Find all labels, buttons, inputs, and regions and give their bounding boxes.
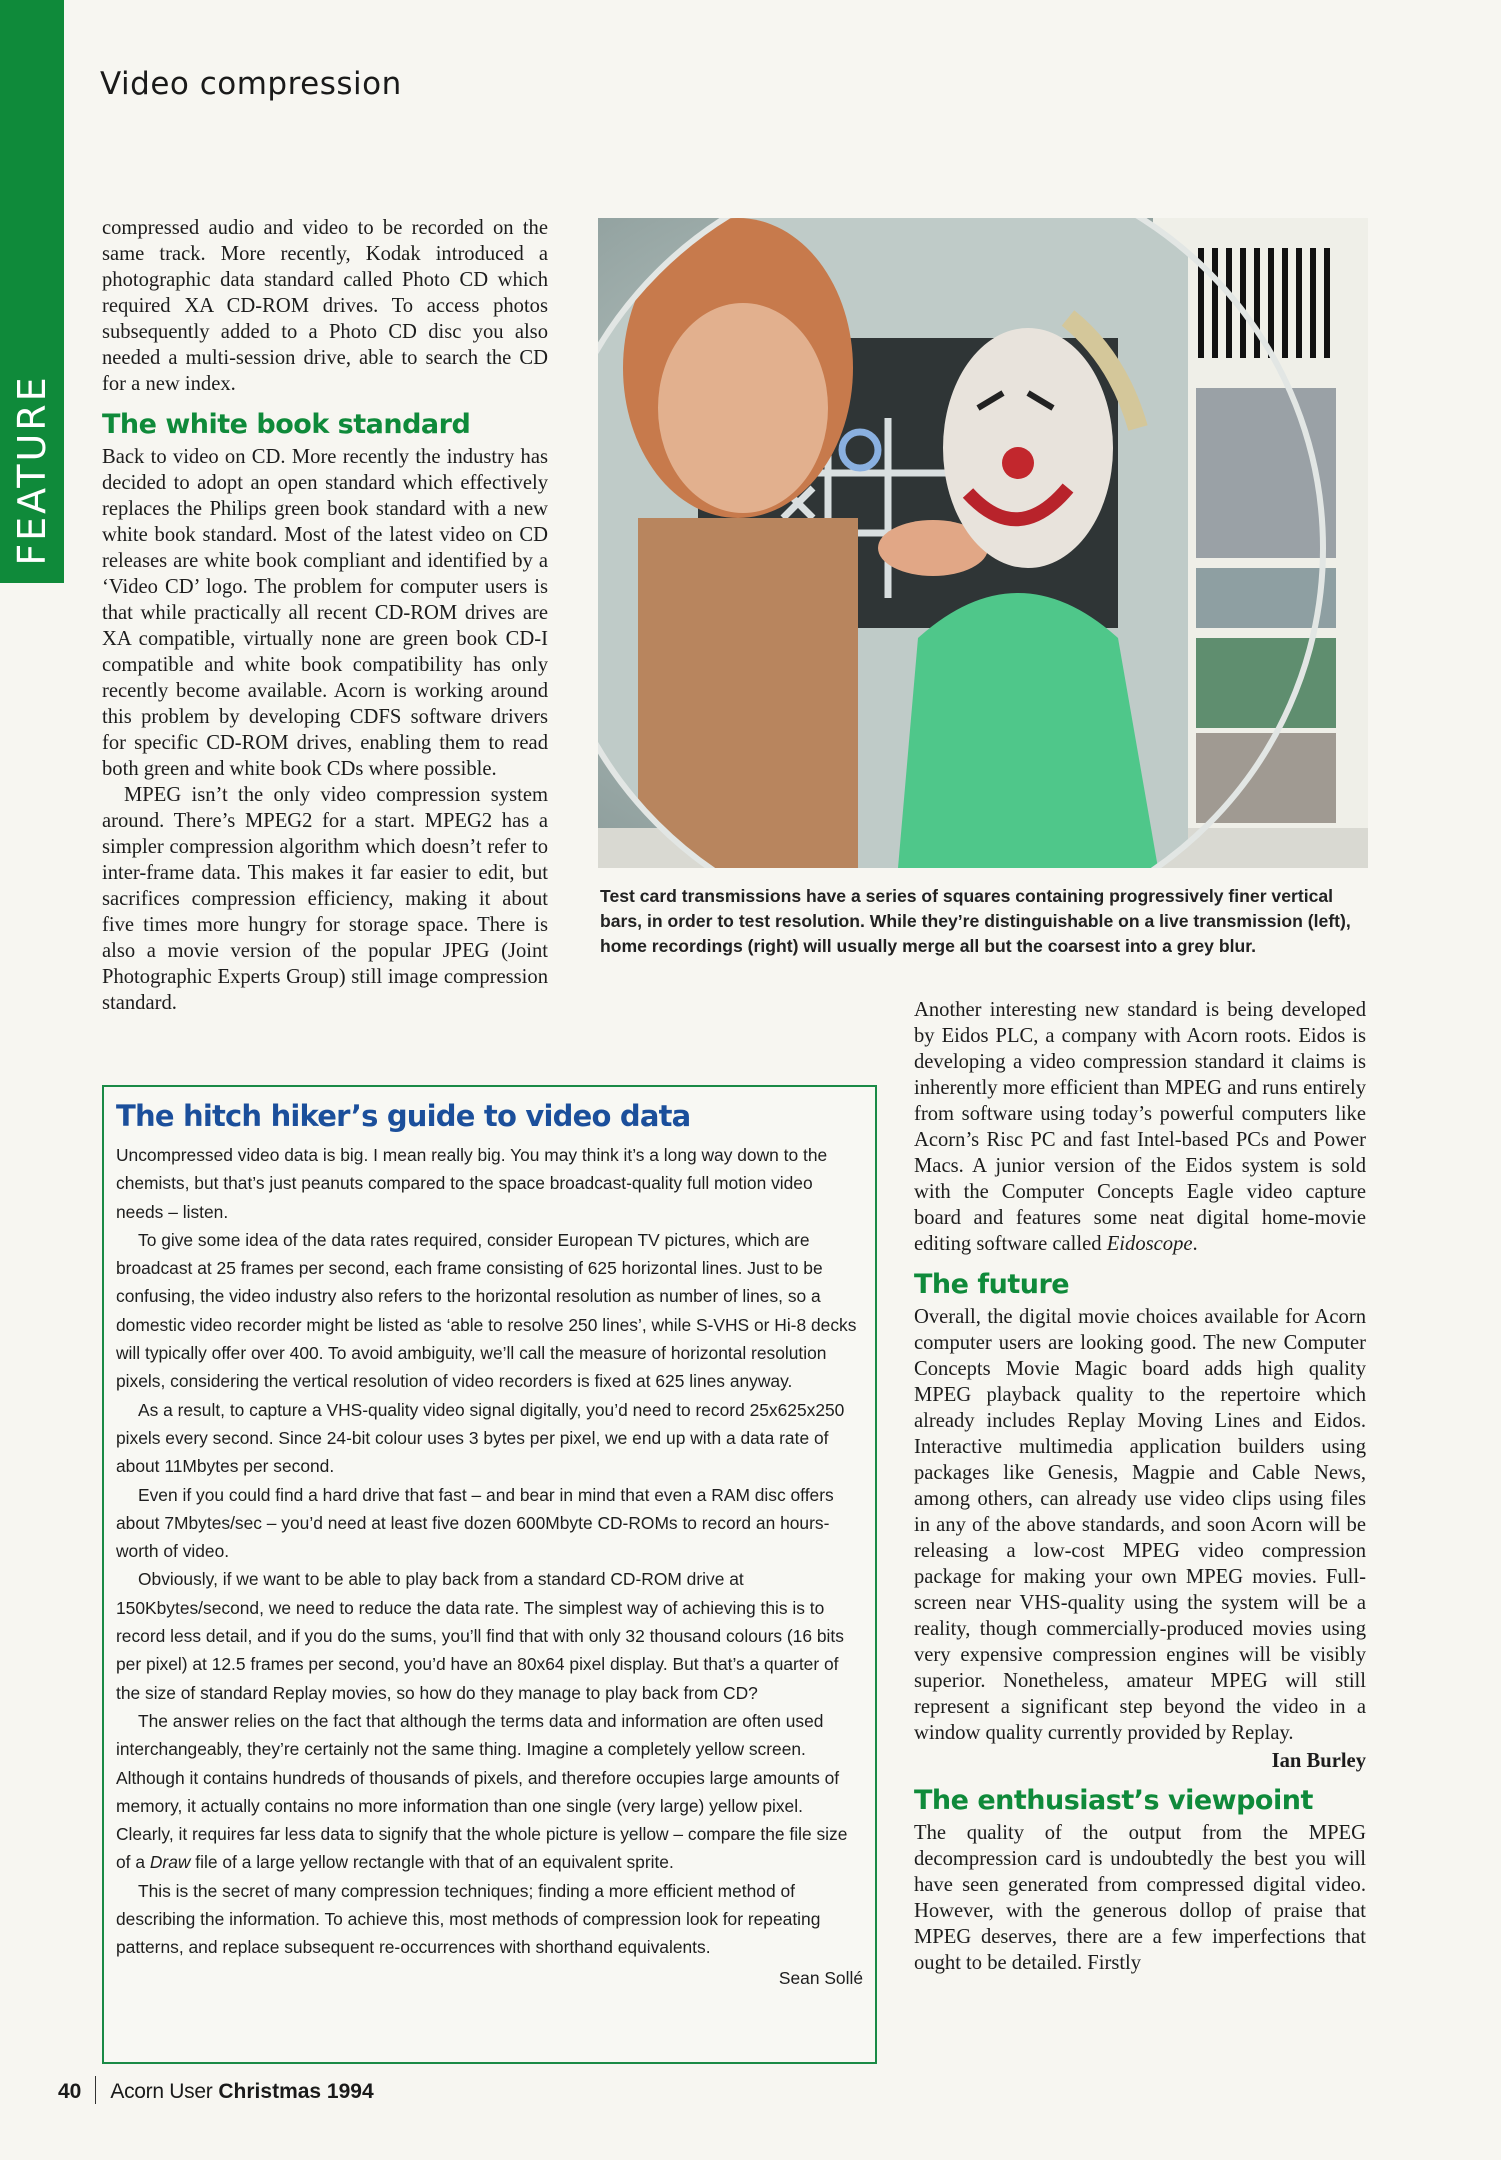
subheading-white-book: The white book standard	[102, 409, 471, 440]
footer-divider	[95, 2076, 96, 2104]
boxout-signature: Sean Sollé	[778, 1967, 863, 1988]
boxout-paragraph: To give some idea of the data rates required, consider European TV pictures, which are broadcast at 25 frames per second, each frame consisting of 625 horizontal lines. Just to be confusing, the video industry also refers to the horizontal resolution as number of lines, so a domestic video recorder might be listed as ‘able to resolve 250 lines’, while S-VHS or Hi-8 decks will typically offer over 400. To avoid ambiguity, we’ll call the measure of horizontal resolution pixels, considering the vertical resolution of video recorders is fixed at 625 lines anyway.	[116, 1229, 857, 1392]
boxout-panel	[102, 1085, 877, 2064]
text-run: Another interesting new standard is being developed by Eidos PLC, a company with Acorn roots. Eidos is developing a video compression standard it claims is inherently more efficient than MPEG and runs entirely from software using today’s powerful computers like Acorn’s Risc PC and fast Intel-based PCs and Power Macs. A junior version of the Eidos system is sold with the Computer Concepts Eagle video capture board and features some neat digital home-movie editing software called	[914, 999, 1366, 1255]
boxout-paragraph: Obviously, if we want to be able to play back from a standard CD-ROM drive at 150Kbytes/second, we need to reduce the data rate. The simplest way of achieving this is to record less detail, and if you do the sums, you’ll find that with only 32 thousand colours (16 bits per pixel) at 12.5 frames per second, you’d have an 80x64 pixel display. But that’s a quarter of the size of standard Replay movies, so how do they manage to play back from CD?	[116, 1569, 844, 1703]
issue-name: Christmas 1994	[218, 2080, 374, 2103]
page-number: 40	[58, 2080, 82, 2103]
running-head: Video compression	[100, 66, 402, 102]
text-run: .	[1192, 1233, 1198, 1255]
paragraph: MPEG isn’t the only video compression system around. There’s MPEG2 for a start. MPEG2 has a simpler compression algorithm which doesn’t refer to inter-frame data. This makes it far easier to edit, but sacrifices compression efficiency, making it about five times more hungry for storage space. There is also a movie version of the popular JPEG (Joint Photographic Experts Group) still image compression standard.	[102, 784, 548, 1014]
text-run: file of a large yellow rectangle with that of an equivalent sprite.	[195, 1852, 674, 1873]
boxout-paragraph: Uncompressed video data is big. I mean really big. You may think it’s a long way down to the chemists, but that’s just peanuts compared to the space broadcast-quality full motion video needs – listen.	[116, 1145, 828, 1222]
test-card-photo	[598, 218, 1368, 868]
boxout-paragraph: Even if you could find a hard drive that fast – and bear in mind that even a RAM disc offers about 7Mbytes/sec – you’d need at least five dozen 600Mbyte CD-ROMs to record an hours-worth of video.	[116, 1484, 834, 1562]
paragraph: compressed audio and video to be recorded on the same track. More recently, Kodak introduced a photographic data standard called Photo CD which required XA CD-ROM drives. To access photos subsequently added to a Photo CD disc you also needed a multi-session drive, able to search the CD for a new index.	[102, 217, 548, 395]
paragraph: Overall, the digital movie choices available for Acorn computer users are looking good. The new Computer Concepts Movie Magic board adds high quality MPEG playback quality to the repertoire which already includes Replay Moving Lines and Eidos. Interactive multimedia application builders using packages like Genesis, Magpie and Cable News, among others, can already use video clips using files in any of the above standards, and soon Acorn will be releasing a low-cost MPEG video compression package for making your own MPEG movies. Full-screen near VHS-quality using the system will be a reality, though commercially-produced movies using very expensive compression engines will be visibly superior. Nonetheless, amateur MPEG will still represent a significant step beyond the video in a window quality currently provided by Replay.	[914, 1306, 1366, 1744]
boxout-paragraph	[116, 1707, 863, 1877]
boxout-paragraph: This is the secret of many compression techniques; finding a more efficient method of describing the information. To achieve this, most methods of compression look for repeating patterns, and replace subsequent re-occurrences with shorthand equivalents.	[116, 1880, 821, 1958]
boxout-title: The hitch hiker’s guide to video data	[116, 1099, 691, 1133]
right-column	[914, 997, 1366, 1976]
text-run: The answer relies on the fact that although the terms data and information are often used interchangeably, they’re certainly not the same thing. Imagine a completely yellow screen. Although it contains hundreds of thousands of pixels, and therefore occupies large amounts of memory, it actually contains no more information than one single (very large) yellow pixel. Clearly, it requires far less data to signify that the whole picture is yellow – compare the file size of a	[116, 1710, 848, 1873]
software-name-draw: Draw	[149, 1852, 191, 1873]
author-byline: Ian Burley	[1271, 1750, 1366, 1772]
magazine-name: Acorn User	[110, 2080, 213, 2103]
subheading-future: The future	[914, 1269, 1070, 1300]
figure-caption: Test card transmissions have a series of squares containing progressively finer vertical bars, in order to test resolution. While they’re distinguishable on a live transmission (left), home recordings (right) will usually merge all but the coarsest into a grey blur.	[600, 886, 1351, 956]
subheading-enthusiast: The enthusiast’s viewpoint	[914, 1785, 1313, 1816]
feature-section-tab	[0, 0, 64, 583]
paragraph: The quality of the output from the MPEG decompression card is undoubtedly the best you will have seen generated from compressed digital video. However, with the generous dollop of praise that MPEG deserves, there are a few imperfections that ought to be detailed. Firstly	[914, 1822, 1366, 1974]
software-name-eidoscope: Eidoscope	[1106, 1233, 1193, 1255]
paragraph	[914, 997, 1366, 1257]
page-footer	[58, 2076, 374, 2104]
paragraph: Back to video on CD. More recently the industry has decided to adopt an open standard which effectively replaces the Philips green book standard with a new white book standard. Most of the latest video on CD releases are white book compliant and identified by a ‘Video CD’ logo. The problem for computer users is that while practically all recent CD-ROM drives are XA compatible, virtually none are green book CD-I compatible and white book compatibility has only recently become available. Acorn is working around this problem by developing CDFS software drivers for specific CD-ROM drives, enabling them to read both green and white book CDs where possible.	[102, 446, 548, 780]
boxout-paragraph: As a result, to capture a VHS-quality video signal digitally, you’d need to record 25x625x250 pixels every second. Since 24-bit colour uses 3 bytes per pixel, we end up with a data rate of about 11Mbytes per second.	[116, 1399, 845, 1477]
section-tab-label: FEATURE	[10, 374, 54, 566]
left-column	[102, 215, 548, 1016]
